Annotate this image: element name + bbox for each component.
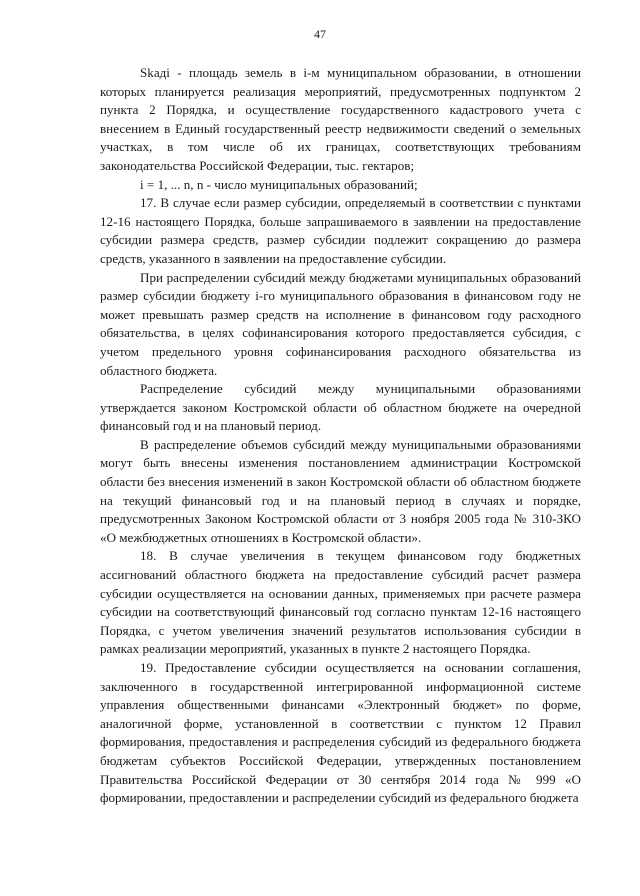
page-number: 47 — [314, 27, 326, 41]
paragraph-clause-18: 18. В случае увеличения в текущем финансовом году бюджетных ассигнований областного бюджета на предоставление субсидий расчет размера субсидии осуществляется на основании данных, применяемых при расчете размера субсидии на соответствующий финансовый год согласно пунктам 12-16 настоящего Порядка, с учетом увеличения значений результатов использования субсидии в рамках реализации мероприятий, указанных в пункте 2 настоящего Порядка. — [100, 548, 581, 657]
paragraph-index-definition: i = 1, ... n, n - число муниципальных образований; — [140, 176, 418, 192]
paragraph-distribution-limit: При распределении субсидий между бюджетами муниципальных образований размер субсидии бюджету i-го муниципального образования в финансовом году не может превышать размер средств на исполнение в финансовом году расходного обязательства, в целях софинансирования которого предоставляется субсидия, с учетом предельного уровня софинансирования расходного обязательства из областного бюджета. — [100, 269, 581, 378]
paragraph-skadi-definition: Skадi - площадь земель в i-м муниципальном образовании, в отношении которых планируется реализация мероприятий, предусмотренных подпунктом 2 пункта 2 Порядка, и осуществление государственного кадастрового учета с внесением в Единый государственный реестр недвижимости сведений о земельных участках, в том числе об их границах, соответствующих требованиям законодательства Российской Федерации, тыс. гектаров; — [100, 65, 581, 173]
paragraph-distribution-approval: Распределение субсидий между муниципальными образованиями утверждается законом Костромской области об областном бюджете на очередной финансовый год и на плановый период. — [100, 381, 581, 434]
document-body — [100, 64, 581, 808]
paragraph-clause-17: 17. В случае если размер субсидии, определяемый в соответствии с пунктами 12-16 настоящего Порядка, больше запрашиваемого в заявлении на предоставление субсидии размера средств, размер субсидии подлежит сокращению до размера средств, указанного в заявлении на предоставление субсидии. — [100, 195, 581, 266]
paragraph-distribution-changes: В распределение объемов субсидий между муниципальными образованиями могут быть внесены изменения постановлением администрации Костромской области без внесения изменений в закон Костромской области об областном бюджете на текущий финансовый год и на плановый период в случаях и порядке, предусмотренных Законом Костромской области от 3 ноября 2005 года № 310-ЗКО «О межбюджетных отношениях в Костромской области». — [100, 436, 581, 545]
paragraph-clause-19: 19. Предоставление субсидии осуществляется на основании соглашения, заключенного в государственной интегрированной информационной системе управления общественными финансами «Электронный бюджет» по форме, аналогичной форме, установленной в соответствии с пунктом 12 Правил формирования, предоставления и распределения субсидий из федерального бюджета бюджетам субъектов Российской Федерации, утвержденных постановлением Правительства Российской Федерации от 30 сентября 2014 года № 999 «О формировании, предоставлении и распределении субсидий из федерального бюджета — [100, 660, 581, 806]
